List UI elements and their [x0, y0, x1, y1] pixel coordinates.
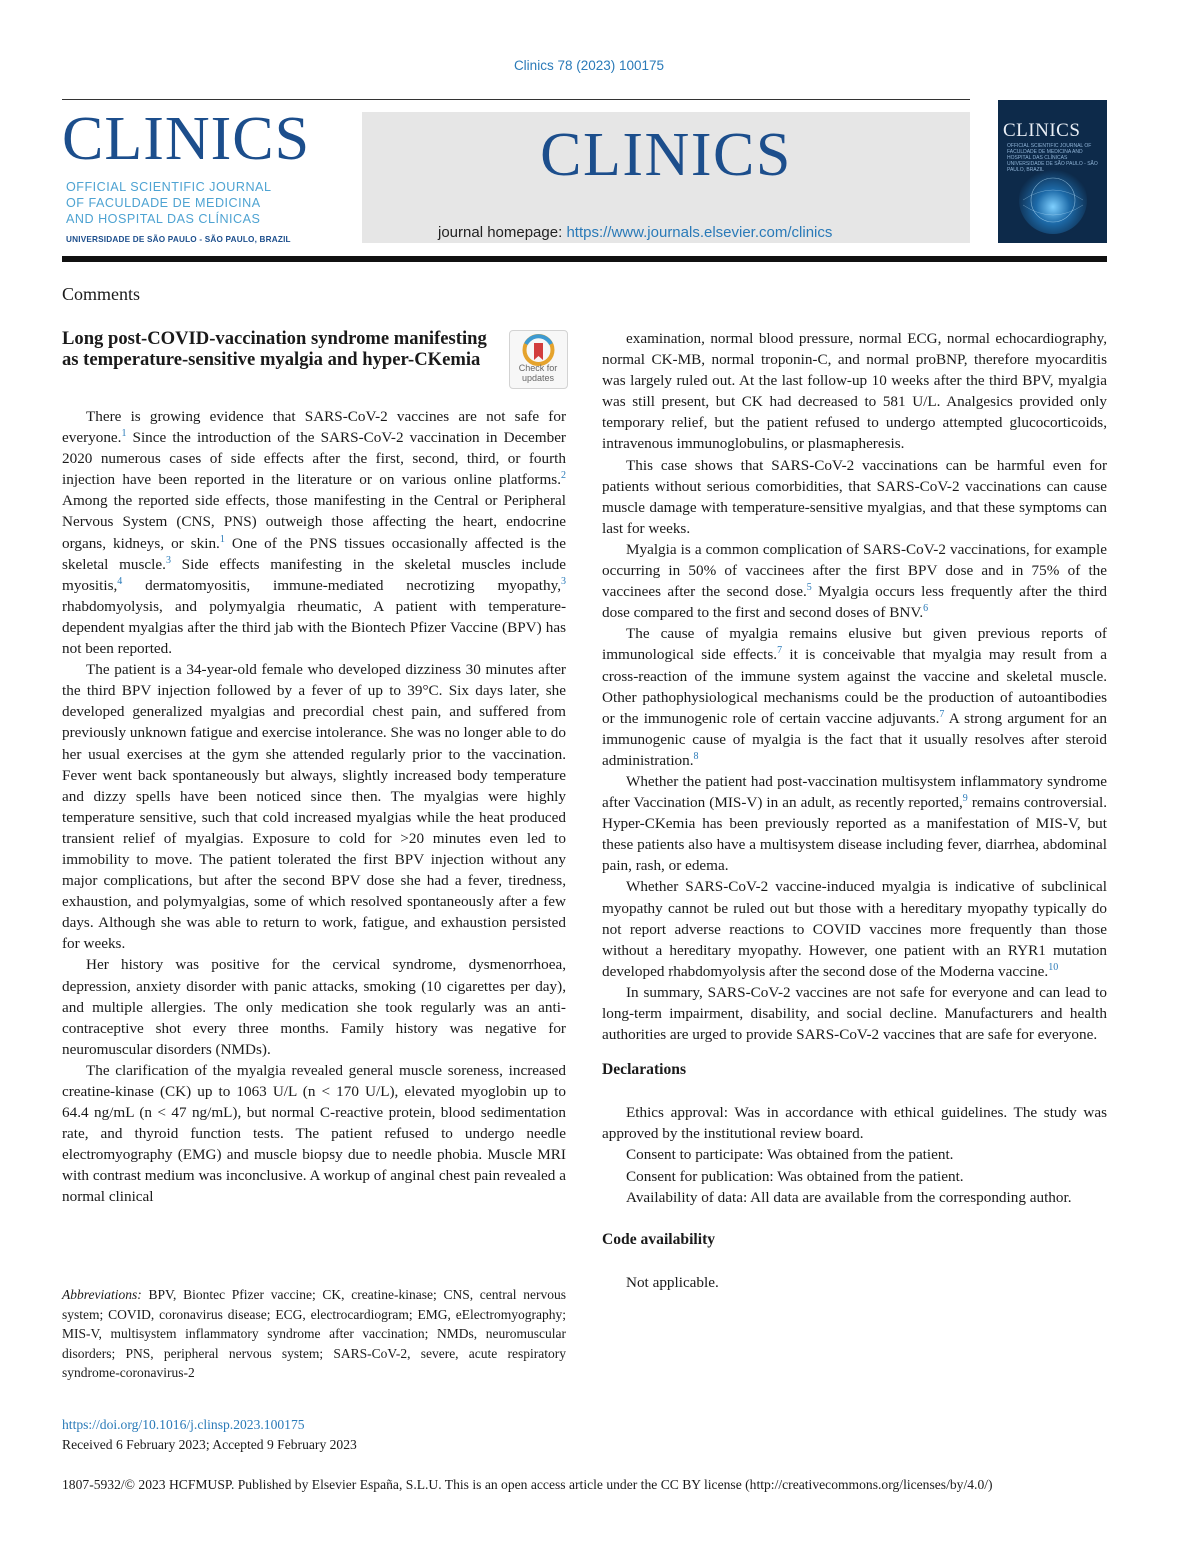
spacer — [602, 1080, 1107, 1102]
citation-ref[interactable]: 10 — [1048, 961, 1059, 973]
header-rule — [62, 256, 1107, 262]
journal-subtitle — [66, 179, 271, 227]
body-paragraph — [62, 406, 566, 659]
paragraph-text: Since the introduction of the SARS-CoV-2 vaccination in December 2020 numerous cases of side effects after the first, second, third, or fourth injection have been reported in the literature or on various online platforms. — [62, 429, 566, 489]
declaration-item: Ethics approval: Was in accordance with ethical guidelines. The study was approved by the institutional review board. — [602, 1104, 1107, 1143]
body-paragraph — [602, 876, 1107, 981]
citation-ref[interactable]: 4 — [117, 575, 123, 587]
paragraph-text: rhabdomyolysis, and polymyalgia rheumatic, A patient with temperature-dependent myalgias after the third jab with the Biontech Pfizer Vaccine (BPV) has not been reported. — [62, 597, 566, 658]
running-head[interactable]: Clinics 78 (2023) 100175 — [513, 58, 665, 73]
citation-ref[interactable]: 8 — [693, 750, 699, 762]
citation-ref[interactable]: 5 — [806, 582, 812, 594]
paragraph-text: This case shows that SARS-CoV-2 vaccinations can be harmful even for patients without serious comorbidities, that SARS-CoV-2 vaccinations can cause muscle damage with temperature-sensitive myalgias, and that these symptoms can last for weeks. — [602, 456, 1107, 537]
citation-ref[interactable]: 2 — [561, 470, 566, 482]
left-column — [62, 406, 566, 1208]
citation-ref[interactable]: 7 — [777, 645, 783, 657]
homepage-label: journal homepage: — [438, 224, 567, 241]
code-availability-text: Not applicable. — [626, 1273, 719, 1291]
top-rule — [62, 99, 970, 100]
paragraph-text: dermatomyositis, immune-mediated necrotizing myopathy, — [122, 576, 561, 594]
check-updates-line: updates — [521, 372, 555, 383]
check-updates-line: Check for — [518, 363, 558, 373]
spacer — [602, 1250, 1107, 1272]
right-column — [602, 328, 1107, 1293]
cover-subtitle — [1007, 143, 1102, 173]
journal-homepage — [438, 224, 832, 241]
citation-ref[interactable]: 9 — [962, 793, 968, 804]
body-paragraph — [602, 623, 1107, 771]
paragraph-text: Whether SARS-CoV-2 vaccine-induced myalgia is indicative of subclinical myopathy cannot be ruled out but those with a hereditary myopathy typically do not report adverse reactions to COVID vaccines more frequently than those without a hereditary myopathy. However, one patient with an RYR1 mutation developed rhabdomyolysis after the second dose of the Moderna vaccine. — [602, 878, 1107, 980]
body-paragraph — [602, 771, 1107, 876]
citation-ref[interactable]: 1 — [219, 533, 225, 545]
body-paragraph — [602, 455, 1107, 539]
declarations-heading: Declarations — [602, 1061, 687, 1079]
abbreviations-text: BPV, Biontec Pfizer vaccine; CK, creatine-kinase; CNS, central nervous system; COVID, coronavirus disease; ECG, electrocardiogram; EMG, eElectromyography; MIS-V, multisystem inflammatory syndrome after vaccination; NMDs, neuromuscular disorders; PNS, peripheral nervous system; SARS-CoV-2, severe, acute respiratory syndrome-coronavirus-2 — [62, 1287, 566, 1380]
journal-logo: CLINICS — [62, 105, 311, 173]
body-paragraph — [62, 954, 566, 1059]
citation-ref[interactable]: 7 — [939, 708, 945, 720]
paragraph-text: A strong argument for an immunogenic cause of myalgia is the fact that it usually resolves after steroid administration. — [602, 709, 1107, 769]
journal-subtitle-line: AND HOSPITAL DAS CLÍNICAS — [66, 212, 261, 226]
body-paragraph — [602, 982, 1107, 1045]
paragraph-text: remains controversial. Hyper-CKemia has been previously reported as a manifestation of MIS-V, but these patients also have a multisystem disease including fever, diarrhea, abdominal pain, rash, or edema. — [602, 794, 1107, 875]
license-statement: 1807-5932/© 2023 HCFMUSP. Published by Elsevier España, S.L.U. This is an open access article under the CC BY license (http://creativecommons.org/licenses/by/4.0/) — [62, 1477, 993, 1492]
article-title: Long post-COVID-vaccination syndrome manifesting as temperature-sensitive myalgia and hyper-CKemia — [62, 328, 487, 370]
paragraph-text: Her history was positive for the cervical syndrome, dysmenorrhoea, depression, anxiety disorder with panic attacks, smoking (10 cigarettes per day), and multiple allergies. The only medication she took regularly was an anti-contraceptive shot every three months. Family history was negative for neuromuscular disorders (NMDs). — [62, 956, 566, 1058]
declaration-item: Consent for publication: Was obtained from the patient. — [626, 1167, 964, 1185]
citation-ref[interactable]: 6 — [923, 603, 929, 615]
paragraph-text: One of the PNS tissues occasionally affected is the skeletal muscle. — [62, 534, 566, 573]
cover-university: UNIVERSIDADE DE SÃO PAULO - SÃO PAULO, BRAZIL — [1007, 161, 1098, 173]
paragraph-text: Side effects manifesting in the skeletal muscles include myositis, — [62, 555, 566, 594]
journal-subtitle-line: OF FACULDADE DE MEDICINA — [66, 196, 261, 210]
citation-ref[interactable]: 3 — [561, 575, 566, 587]
citation-ref[interactable]: 1 — [121, 428, 127, 440]
paragraph-text: Among the reported side effects, those manifesting in the Central or Peripheral Nervous System (CNS, PNS) outweigh those affecting the heart, endocrine organs, kidneys, or skin. — [62, 492, 566, 552]
homepage-link[interactable]: https://www.journals.elsevier.com/clinics — [566, 224, 833, 241]
check-updates-label[interactable] — [509, 364, 567, 383]
body-paragraph — [62, 1060, 566, 1208]
paragraph-text: The cause of myalgia remains elusive but given previous reports of immunological side effects. — [602, 625, 1107, 664]
paragraph-text: examination, normal blood pressure, normal ECG, normal echocardiography, normal CK-MB, normal troponin-C, and normal proBNP, therefore myocarditis was largely ruled out. At the last follow-up 10 weeks after the third BPV, myalgia was still present, but CK had decreased to 581 U/L. Analgesics provided only temporary relief, but the patient refused to undergo attempted glucocorticoids, intravenous immunoglobulins, or plasmapheresis. — [602, 330, 1107, 453]
abbreviations-footnote — [62, 1285, 566, 1383]
university-label: UNIVERSIDADE DE SÃO PAULO - SÃO PAULO, BRAZIL — [66, 235, 291, 244]
banner-title: CLINICS — [540, 121, 792, 189]
body-paragraph — [602, 539, 1107, 623]
paragraph-text: it is conceivable that myalgia may result from a cross-reaction of the immune system against the vaccine and skeletal muscle. Other pathophysiological mechanisms could be the production of autoantibodies or the immunogenic role of certain vaccine adjuvants. — [602, 646, 1107, 727]
cover-title: CLINICS — [1003, 120, 1081, 141]
paragraph-text: The patient is a 34-year-old female who developed dizziness 30 minutes after the third BPV injection followed by a fever of up to 39°C. Six days later, she developed generalized myalgias and precordial chest pain, and suffered from previously unknown fatigue and exercise intolerance. She was no longer able to do her usual exercises at the gym she attended regularly prior to the vaccination. Fever went back spontaneously but always, slightly increased body temperature and dizzy spells have been noticed since then. The myalgias were highly temperature sensitive, such that cold increased myalgias while the heat produced transient relief of myalgias. Exposure to cold for >20 minutes even led to immobility to move. The patient tolerated the first BPV injection without any major complications, but after the second BPV dose she had a fever, tiredness, exhaustion, and polymyalgias, some of which resolved spontaneously after a few days. Although she was able to return to work, fatigue, and exhaustion persisted for weeks. — [62, 661, 566, 953]
declaration-item: Availability of data: All data are available from the corresponding author. — [626, 1188, 1072, 1206]
paragraph-text: Myalgia occurs less frequently after the third dose compared to the first and second doses of BNV. — [602, 583, 1107, 622]
code-availability-heading: Code availability — [602, 1230, 716, 1248]
paragraph-text: In summary, SARS-CoV-2 vaccines are not safe for everyone and can lead to long-term impairment, disability, and social decline. Manufacturers and health authorities are urged to provide SARS-CoV-2 vaccines that are safe for everyone. — [602, 983, 1107, 1044]
paragraph-text: Myalgia is a common complication of SARS-CoV-2 vaccinations, for example occurring in 50% of vaccinees after the first BPV dose and in 75% of the vaccinees after the second dose. — [602, 540, 1107, 601]
spacer — [602, 1208, 1107, 1229]
body-paragraph — [602, 328, 1107, 455]
abbreviations-label: Abbreviations: — [62, 1287, 142, 1302]
cover-subtitle-text: OFFICIAL SCIENTIFIC JOURNAL OF FACULDADE DE MEDICINA AND HOSPITAL DAS CLÍNICAS — [1007, 143, 1092, 161]
declaration-item: Consent to participate: Was obtained from the patient. — [626, 1146, 954, 1164]
paragraph-text: Whether the patient had post-vaccination multisystem inflammatory syndrome after Vaccination (MIS-V) in an adult, as recently reported, — [602, 772, 1107, 812]
spacer — [602, 1045, 1107, 1059]
received-dates: Received 6 February 2023; Accepted 9 February 2023 — [62, 1437, 357, 1452]
doi-link[interactable]: https://doi.org/10.1016/j.clinsp.2023.100175 — [62, 1417, 305, 1432]
paragraph-text: There is growing evidence that SARS-CoV-2 vaccines are not safe for everyone. — [62, 408, 566, 447]
body-paragraph — [62, 659, 566, 954]
section-label: Comments — [62, 284, 141, 304]
citation-ref[interactable]: 3 — [165, 554, 171, 566]
paragraph-text: The clarification of the myalgia revealed general muscle soreness, increased creatine-kinase (CK) up to 1063 U/L (n < 170 U/L), elevated myoglobin up to 64.4 ng/mL (n < 47 ng/mL), but normal C-reactive protein, blood sedimentation rate, and thyroid function tests. The patient refused to undergo needle electromyography (EMG) and muscle biopsy due to needle phobia. Muscle MRI with contrast medium was inconclusive. A workup of anginal chest pain revealed a normal clinical — [62, 1061, 566, 1206]
journal-subtitle-line: OFFICIAL SCIENTIFIC JOURNAL — [66, 180, 272, 194]
